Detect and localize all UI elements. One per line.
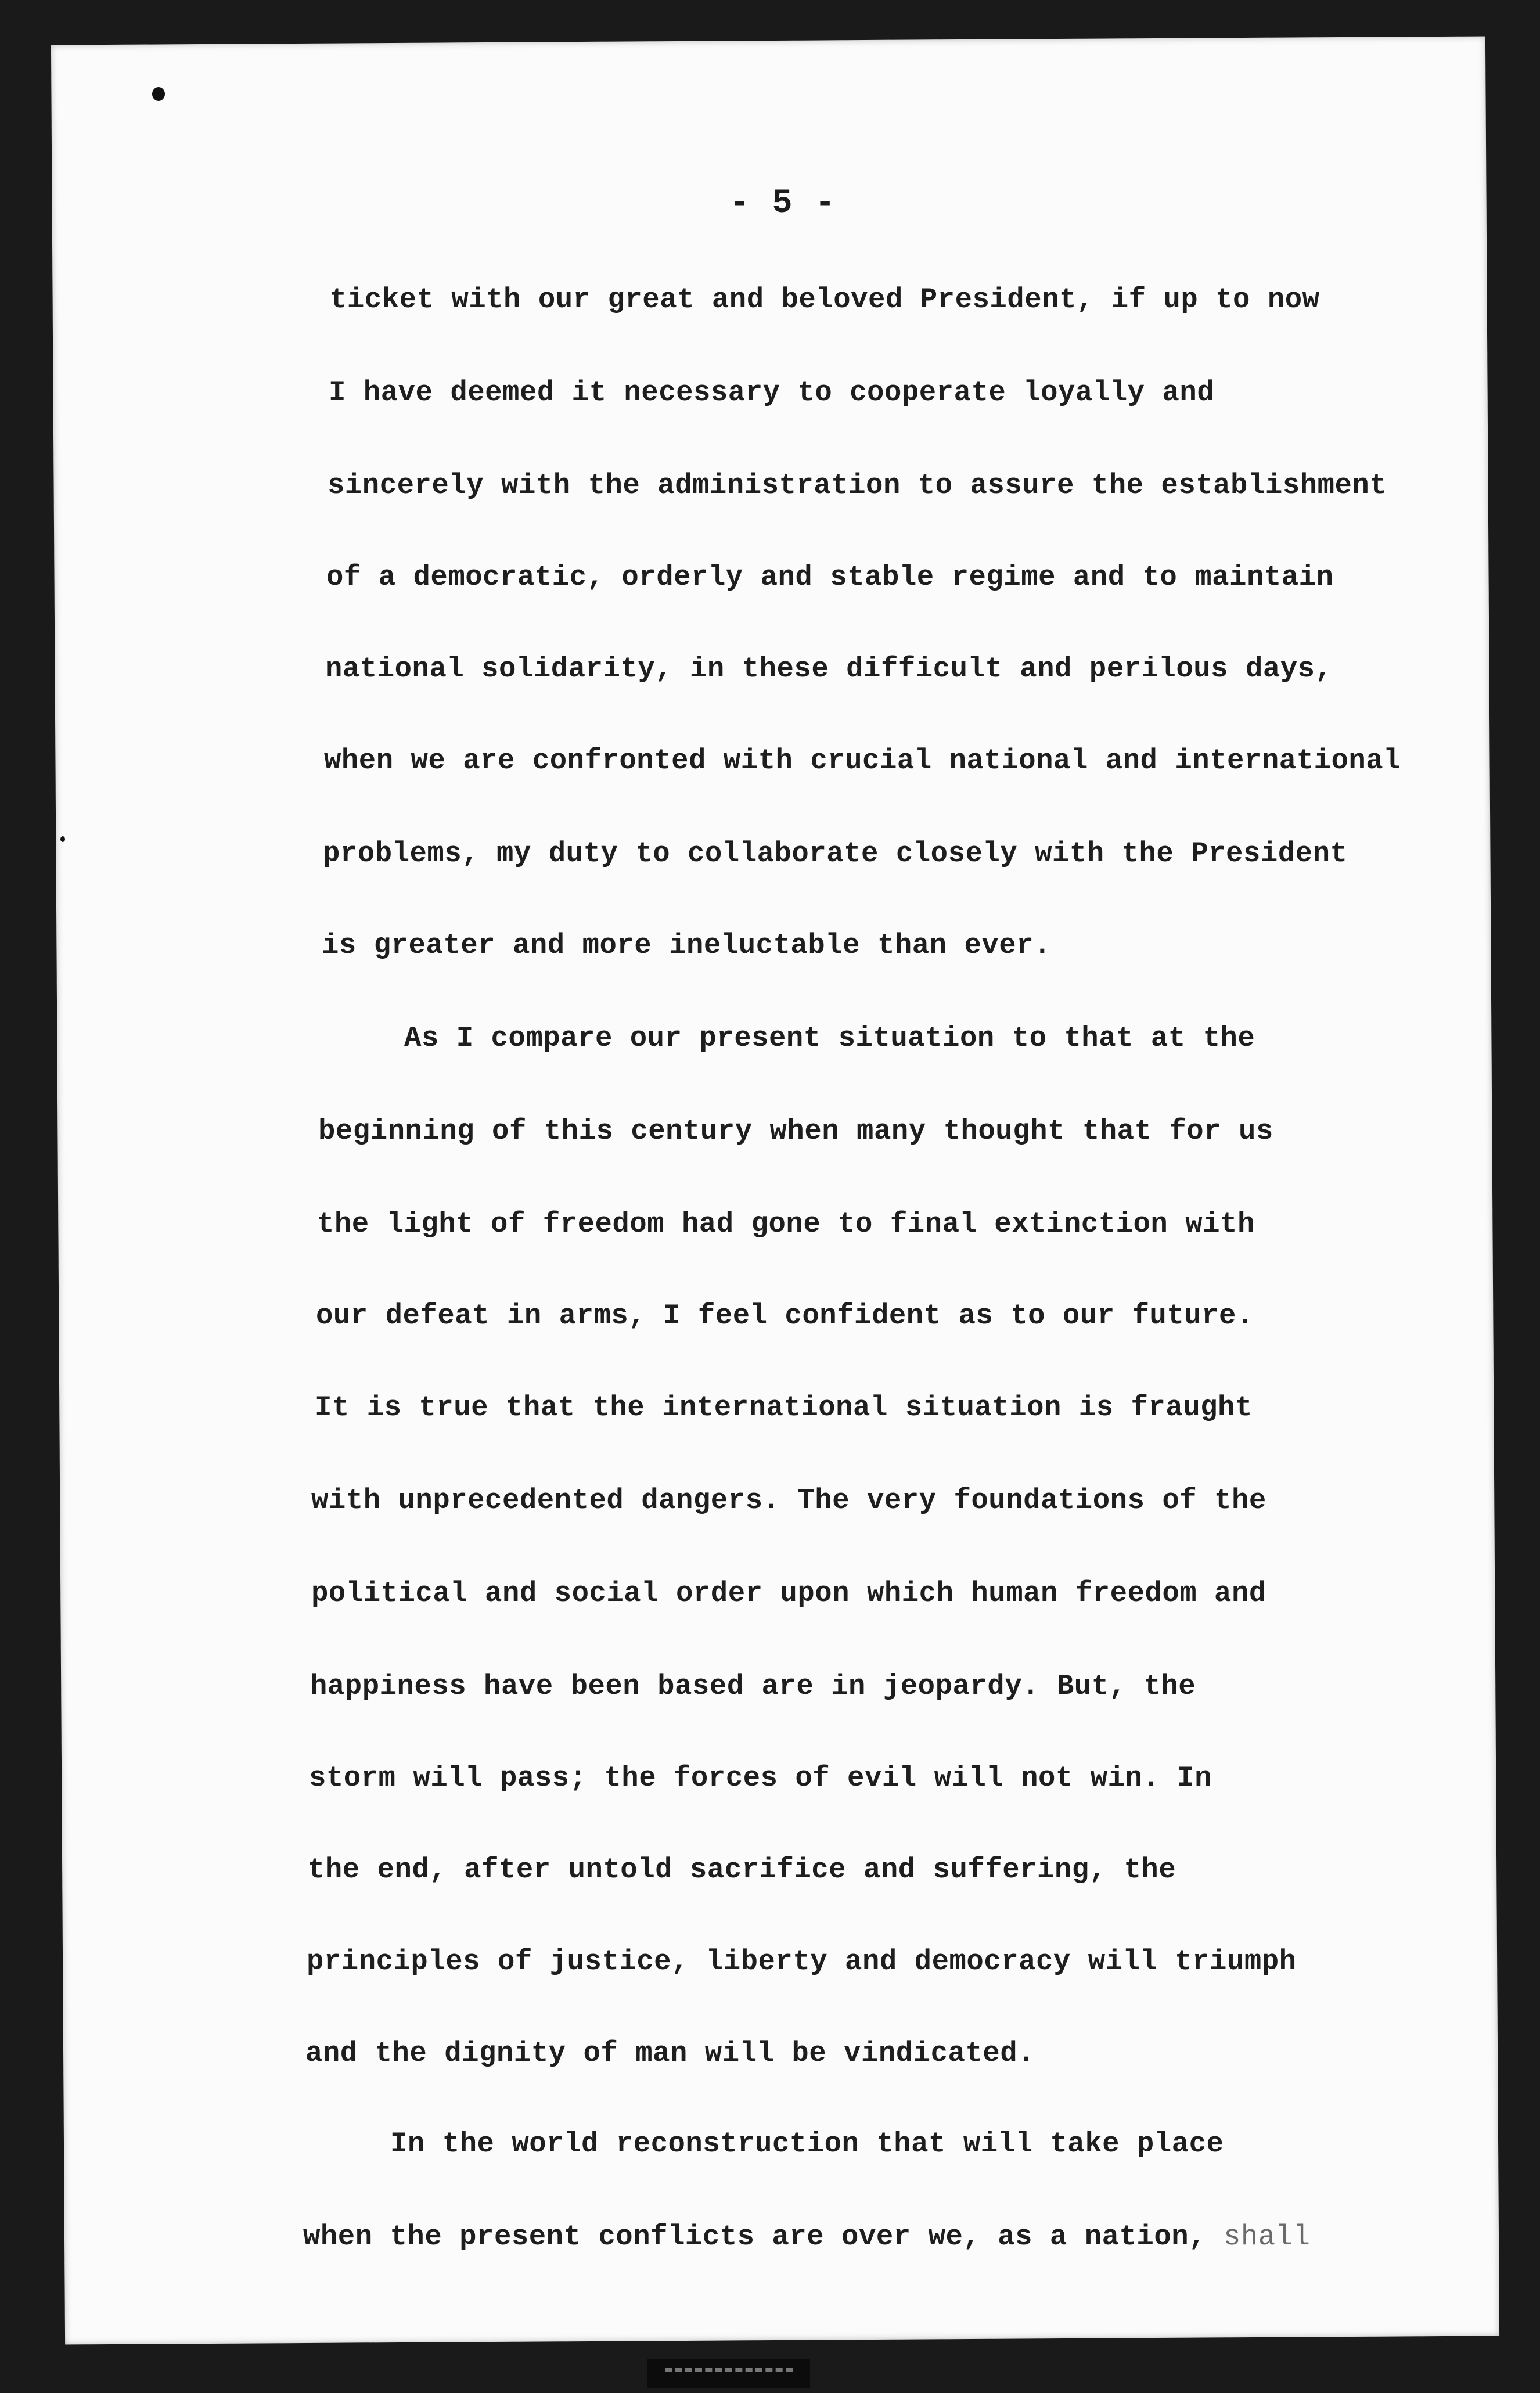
body-line-18: the end, after untold sacrifice and suffering, the (308, 1854, 1176, 1886)
body-line-2: I have deemed it necessary to cooperate loyally and (329, 376, 1215, 409)
body-line-10: beginning of this century when many thought that for us (318, 1115, 1273, 1147)
margin-mark (60, 836, 65, 842)
faint-word: shall (1223, 2221, 1311, 2253)
scan-tab-dashes (665, 2368, 793, 2377)
body-line-11: the light of freedom had gone to final extinction with (317, 1208, 1255, 1240)
body-line-6: when we are confronted with crucial national and international (324, 744, 1401, 777)
body-line-19: principles of justice, liberty and democracy will triumph (307, 1945, 1297, 1978)
body-line-22 (303, 2223, 1311, 2251)
body-line-8: is greater and more ineluctable than ever. (322, 929, 1052, 962)
body-line-13: It is true that the international situation is fraught (315, 1391, 1253, 1424)
body-line-1: ticket with our great and beloved President, if up to now (330, 283, 1320, 316)
body-line-21: In the world reconstruction that will take place (390, 2128, 1224, 2160)
body-line-16: happiness have been based are in jeopardy. But, the (310, 1670, 1196, 1703)
body-line-9: As I compare our present situation to that at the (404, 1022, 1255, 1055)
body-line-14: with unprecedented dangers. The very foundations of the (311, 1484, 1266, 1517)
body-line-3: sincerely with the administration to assure the establishment (328, 469, 1387, 502)
body-line-5: national solidarity, in these difficult and perilous days, (325, 653, 1333, 685)
body-line-7: problems, my duty to collaborate closely with the President (323, 837, 1348, 870)
body-line-4: of a democratic, orderly and stable regime and to maintain (326, 561, 1334, 593)
body-line-12: our defeat in arms, I feel confident as to our future. (316, 1300, 1254, 1332)
body-line-22-text: when the present conflicts are over we, as a nation, (303, 2221, 1207, 2253)
body-line-20: and the dignity of man will be vindicated. (305, 2037, 1035, 2070)
page-number: - 5 - (729, 185, 837, 222)
body-line-15: political and social order upon which human freedom and (311, 1577, 1266, 1610)
body-line-17: storm will pass; the forces of evil will not win. In (309, 1762, 1212, 1794)
punch-hole-mark (152, 87, 165, 101)
